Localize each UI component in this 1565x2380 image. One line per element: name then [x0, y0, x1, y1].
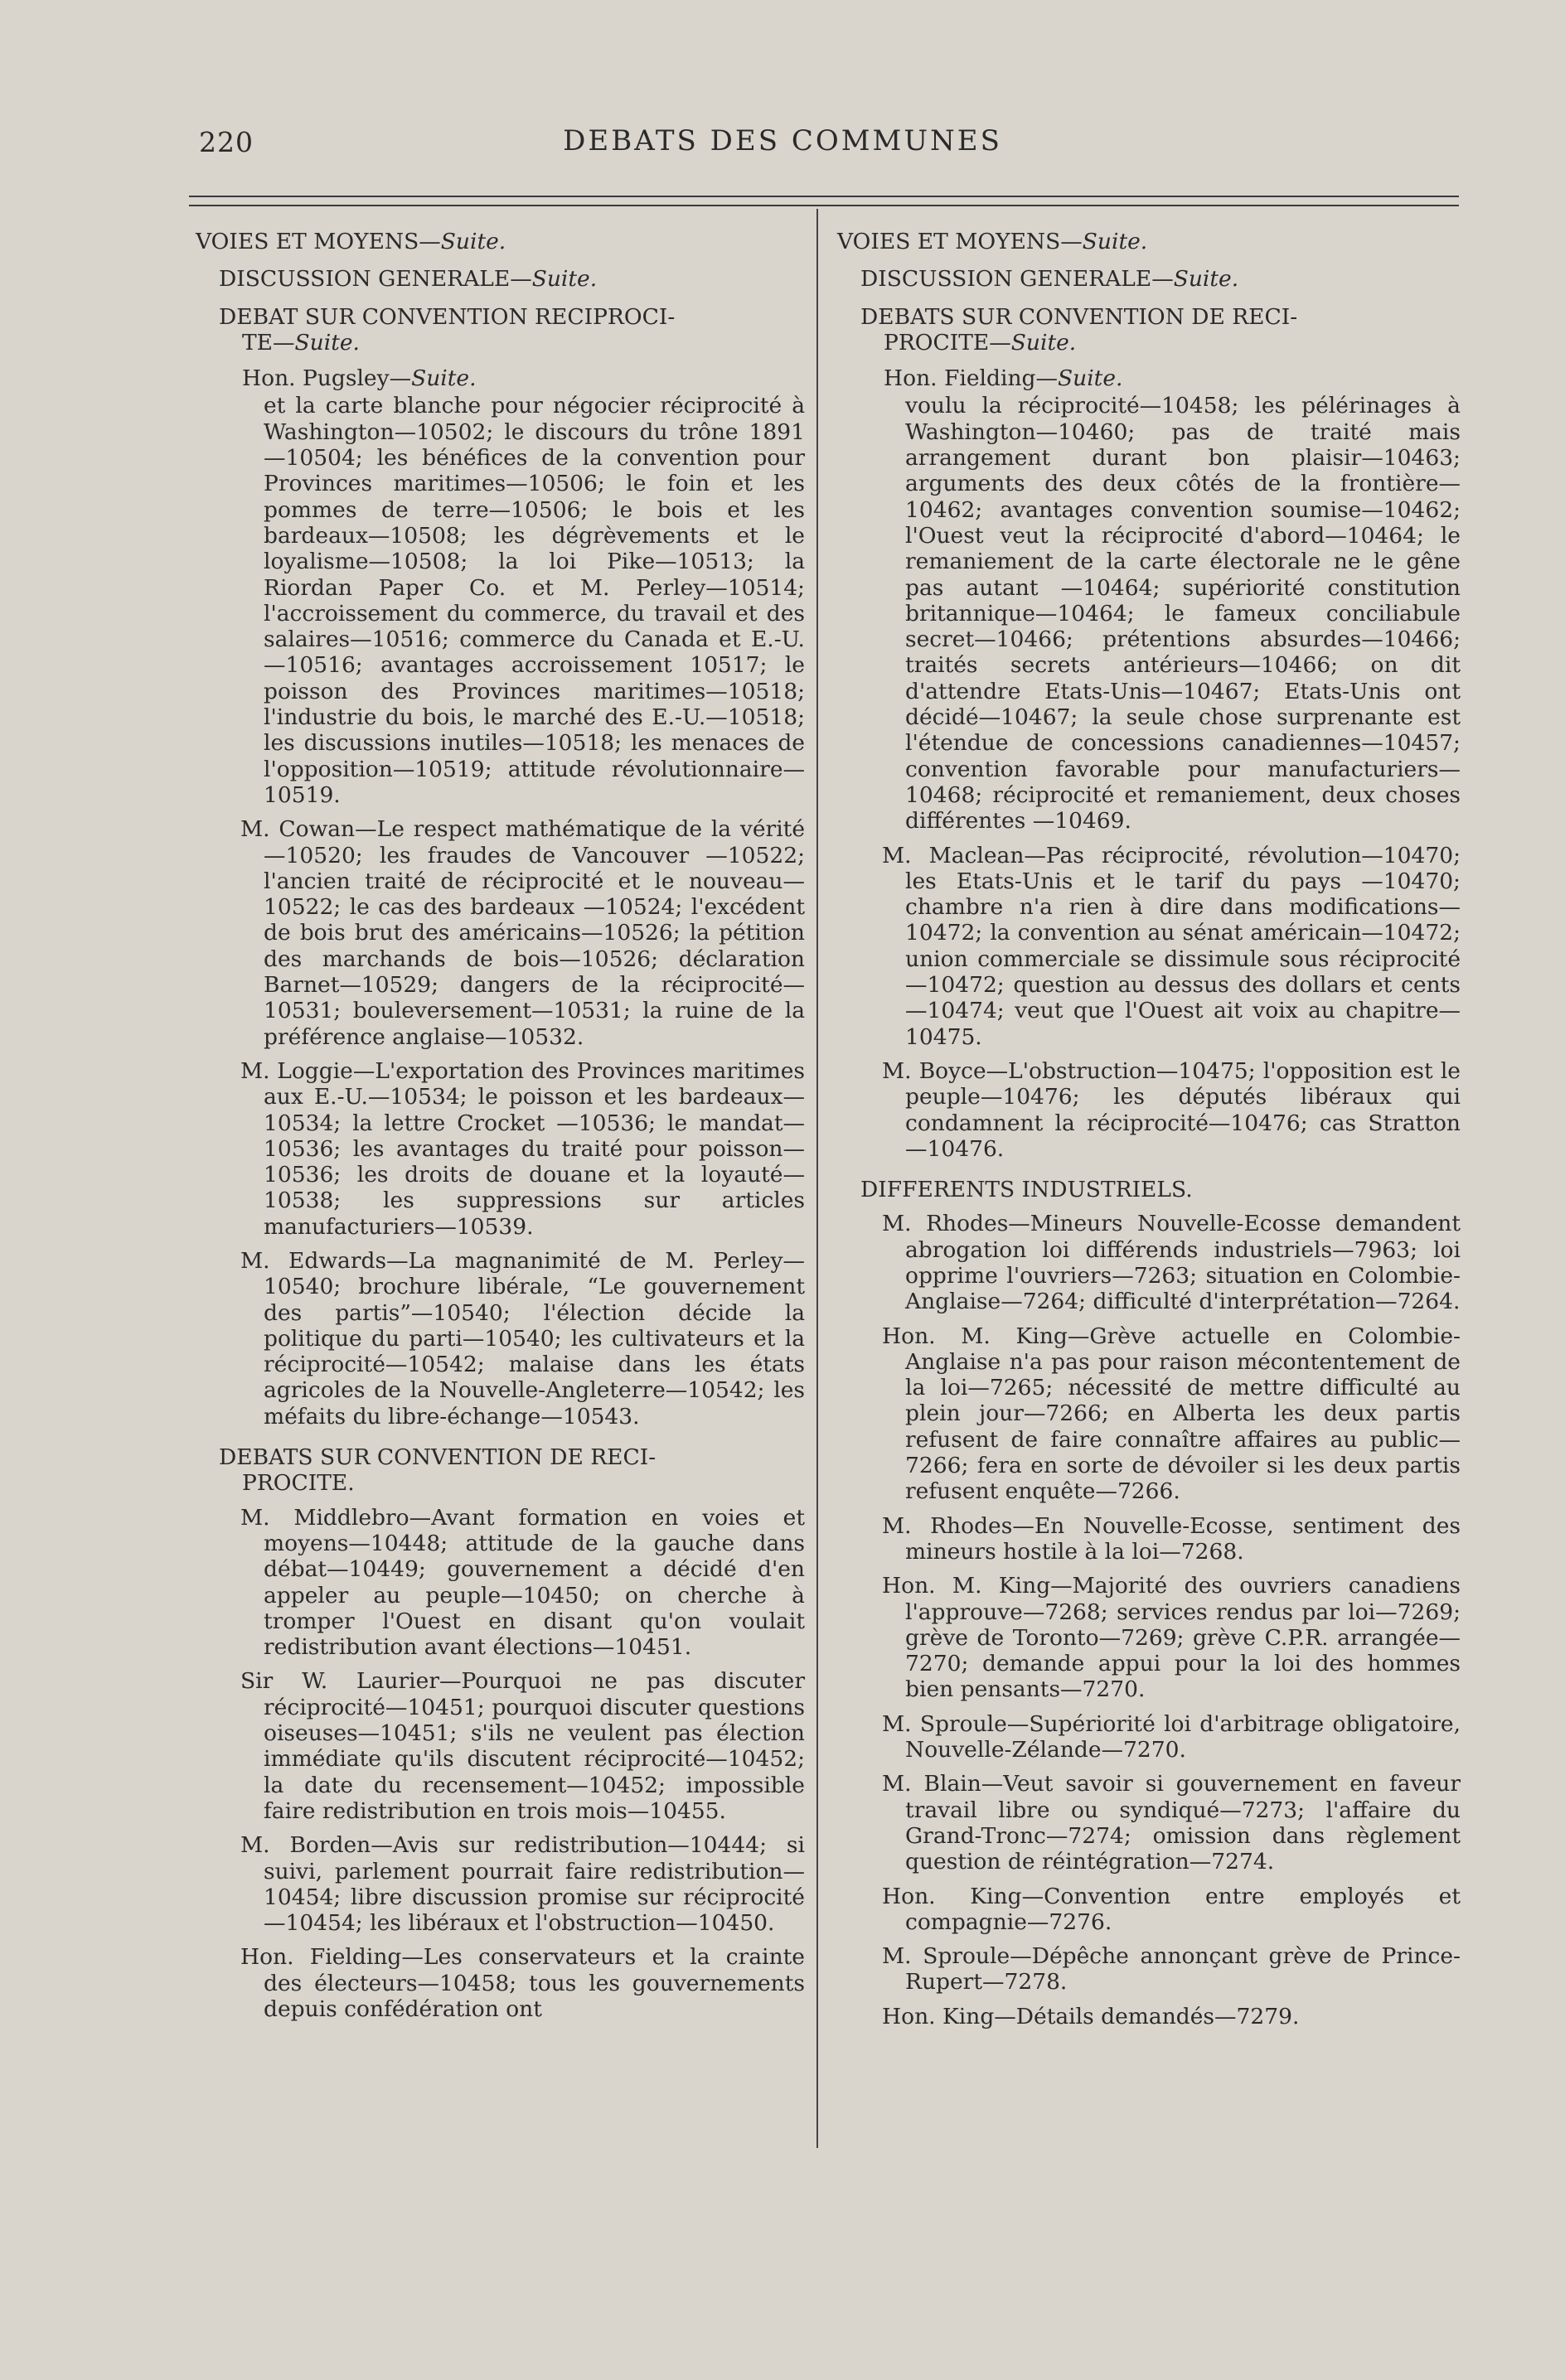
entry-boyce: M. Boyce—L'obstruction—10475; l'opposition est le peuple—10476; les députés libéraux qui condamnent la réciprocité—10476; cas Stratton—10476. [882, 1057, 1461, 1162]
entry-king: Hon. M. King—Grève actuelle en Colombie-Anglaise n'a pas pour raison mécontentement de la loi—7265; nécessité de mettre difficulté au plein jour—7266; en Alberta les deux partis refusent de faire connaître affaires au public—7266; fera en sorte de dévoiler si les deux partis refusent enquête—7266. [882, 1323, 1461, 1505]
entry-middlebro: M. Middlebro—Avant formation en voies et moyens—10448; attitude de la gauche dans débat—10449; gouvernement a décidé d'en appeler au peuple—10450; on cherche à tromper l'Ouest en disant qu'on voulait redistribution avant élections—10451. [240, 1504, 805, 1661]
heading-debat-convention: DEBAT SUR CONVENTION RECIPROCI- TE—Suite. [219, 303, 676, 356]
speaker-fielding: Hon. Fielding—Suite. [884, 365, 1123, 392]
entry-borden: M. Borden—Avis sur redistribution—10444; si suivi, parlement pourrait faire redistribution—10454; libre discussion promise sur réciprocité—10454; les libéraux et l'obstruction—10450. [240, 1832, 805, 1937]
entry-maclean: M. Maclean—Pas réciprocité, révolution—10470; les Etats-Unis et le tarif du pays —10470; chambre n'a rien à dire dans modifications—10472; la convention au sénat américain—10472; union commerciale se dissimule sous réciprocité—10472; question au dessus des dollars et cents—10474; veut que l'Ouest ait voix au chapitre—10475. [882, 842, 1461, 1050]
heading-voies-et-moyens: VOIES ET MOYENS—Suite. [196, 229, 506, 254]
left-column [196, 229, 805, 2022]
entry-pugsley: et la carte blanche pour négocier réciprocité à Washington—10502; le discours du trône 1891—10504; les bénéfices de la convention pour Provinces maritimes—10506; le foin et les pommes de terre—10506; le bois et les bardeaux—10508; les dégrèvements et le loyalisme—10508; la loi Pike—10513; la Riordan Paper Co. et M. Perley—10514; l'accroissement du commerce, du travail et des salaires—10516; commerce du Canada et E.-U.—10516; avantages accroissement 10517; le poisson des Provinces maritimes—10518; l'industrie du bois, le marché des E.-U.—10518; les discussions inutiles—10518; les menaces de l'opposition—10519; attitude révolutionnaire—10519. [264, 393, 805, 808]
entry-fielding: Hon. Fielding—Les conservateurs et la crainte des électeurs—10458; tous les gouvernements depuis confédération ont [240, 1944, 805, 2022]
heading-debats-convention: DEBATS SUR CONVENTION DE RECI- PROCITE—Suite. [860, 303, 1298, 356]
entry-laurier: Sir W. Laurier—Pourquoi ne pas discuter réciprocité—10451; pourquoi discuter questions oiseuses—10451; s'ils ne veulent pas élection immédiate qu'ils discutent réciprocité—10452; la date du recensement—10452; impossible faire redistribution en trois mois—10455. [240, 1668, 805, 1824]
entry-king-2: Hon. M. King—Majorité des ouvriers canadiens l'approuve—7268; services rendus par loi—7269; grève de Toronto—7269; grève C.P.R. arrangée—7270; demande appui pour la loi des hommes bien pensants—7270. [882, 1573, 1461, 1703]
entry-rhodes: M. Rhodes—Mineurs Nouvelle-Ecosse demandent abrogation loi différends industriels—7963; loi opprime l'ouvriers—7263; situation en Colombie-Anglaise—7264; difficulté d'interprétation—7264. [882, 1211, 1461, 1315]
entry-rhodes-2: M. Rhodes—En Nouvelle-Ecosse, sentiment des mineurs hostile à la loi—7268. [882, 1512, 1461, 1565]
entry-blain: M. Blain—Veut savoir si gouvernement en faveur travail libre ou syndiqué—7273; l'affaire du Grand-Tronc—7274; omission dans règlement question de réintégration—7274. [882, 1771, 1461, 1875]
heading-discussion-generale: DISCUSSION GENERALE—Suite. [219, 266, 598, 293]
entry-king-3: Hon. King—Convention entre employés et compagnie—7276. [882, 1883, 1461, 1935]
page-number: 220 [199, 126, 254, 158]
heading-differents-industriels: DIFFERENTS INDUSTRIELS. [860, 1177, 1193, 1203]
heading-debats-convention-reciprocite: DEBATS SUR CONVENTION DE RECI- PROCITE. [219, 1444, 657, 1497]
entry-sproule: M. Sproule—Supériorité loi d'arbitrage obligatoire, Nouvelle-Zélande—7270. [882, 1710, 1461, 1763]
speaker-pugsley: Hon. Pugsley—Suite. [242, 365, 477, 392]
entry-fielding-cont: voulu la réciprocité—10458; les pélérinages à Washington—10460; pas de traité mais arrangement durant bon plaisir—10463; arguments des deux côtés de la frontière—10462; avantages convention soumise—10462; l'Ouest veut la réciprocité d'abord—10464; le remaniement de la carte électorale ne le gêne pas autant —10464; supériorité constitution britannique—10464; le fameux conciliabule secret—10466; prétentions absurdes—10466; traités secrets antérieurs—10466; on dit d'attendre Etats-Unis—10467; Etats-Unis ont décidé—10467; la seule chose surprenante est l'étendue de concessions canadiennes—10457; convention favorable pour manufacturiers—10468; réciprocité et remaniement, deux choses différentes —10469. [905, 393, 1461, 834]
heading-discussion-generale: DISCUSSION GENERALE—Suite. [860, 266, 1239, 293]
running-title: DEBATS DES COMMUNES [563, 124, 1002, 157]
entry-king-4: Hon. King—Détails demandés—7279. [882, 2003, 1300, 2029]
entry-edwards: M. Edwards—La magnanimité de M. Perley—10540; brochure libérale, “Le gouvernement des partis”—10540; l'élection décide la politique du parti—10540; les cultivateurs et la réciprocité—10542; malaise dans les états agricoles de la Nouvelle-Angleterre—10542; les méfaits du libre-échange—10543. [240, 1247, 805, 1429]
heading-voies-et-moyens: VOIES ET MOYENS—Suite. [837, 229, 1148, 254]
header-rule-top [189, 196, 1459, 197]
entry-cowan: M. Cowan—Le respect mathématique de la vérité—10520; les fraudes de Vancouver —10522; l'ancien traité de réciprocité et le nouveau—10522; le cas des bardeaux —10524; l'excédent de bois brut des américains—10526; la pétition des marchands de bois—10526; déclaration Barnet—10529; dangers de la réciprocité—10531; bouleversement—10531; la ruine de la préférence anglaise—10532. [240, 816, 805, 1050]
header-rule-bottom [189, 205, 1459, 206]
right-column [837, 229, 1461, 2029]
column-divider [816, 209, 818, 2148]
entry-loggie: M. Loggie—L'exportation des Provinces maritimes aux E.-U.—10534; le poisson et les bardeaux—10534; la lettre Crocket —10536; le mandat—10536; les avantages du traité pour poisson—10536; les droits de douane et la loyauté—10538; les suppressions sur articles manufacturiers—10539. [240, 1057, 805, 1240]
entry-sproule-2: M. Sproule—Dépêche annonçant grève de Prince-Rupert—7278. [882, 1943, 1461, 1995]
